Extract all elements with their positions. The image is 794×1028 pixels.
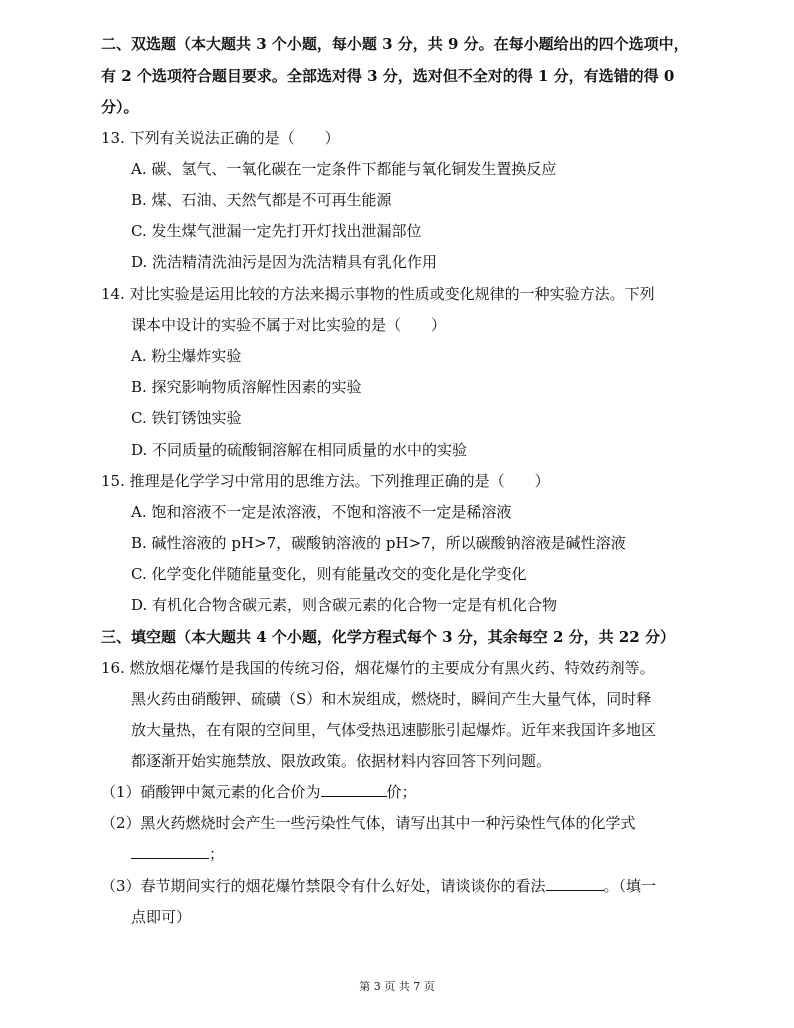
q16-sub3-line-2: 点即可） <box>131 908 192 926</box>
q13-option-b: B. 煤、石油、天然气都是不可再生能源 <box>131 191 392 209</box>
q16-sub3 <box>101 876 656 896</box>
q16-sub1-text: （1）硝酸钾中氮元素的化合价为 <box>101 783 321 801</box>
q16-sub1-suffix: 价； <box>386 783 417 801</box>
section2-header-line-1: 二、双选题（本大题共 3 个小题，每小题 3 分，共 9 分。在每小题给出的四个选项中， <box>101 35 689 53</box>
q15-option-a: A. 饱和溶液不一定是浓溶液，不饱和溶液不一定是稀溶液 <box>131 503 512 521</box>
q14-option-d: D. 不同质量的硫酸铜溶解在相同质量的水中的实验 <box>131 441 468 459</box>
q14-option-c: C. 铁钉锈蚀实验 <box>131 409 242 427</box>
q13-option-d: D. 洗洁精清洗油污是因为洗洁精具有乳化作用 <box>131 253 438 271</box>
q13-stem: 13. 下列有关说法正确的是（ ） <box>101 129 340 147</box>
q14-option-b: B. 探究影响物质溶解性因素的实验 <box>131 378 362 396</box>
q15-stem: 15. 推理是化学学习中常用的思维方法。下列推理正确的是（ ） <box>101 472 550 490</box>
q16-sub3-text: （3）春节期间实行的烟花爆竹禁限令有什么好处，请谈谈你的看法 <box>101 877 546 895</box>
q13-option-a: A. 碳、氢气、一氧化碳在一定条件下都能与氧化铜发生置换反应 <box>131 160 557 178</box>
q14-option-a: A. 粉尘爆炸实验 <box>131 347 242 365</box>
q15-option-b: B. 碱性溶液的 pH>7，碳酸钠溶液的 pH>7，所以碳酸钠溶液是碱性溶液 <box>131 534 626 552</box>
q16-sub1-answer-blank[interactable] <box>321 782 387 797</box>
q16-sub3-suffix: 。（填一 <box>603 877 657 895</box>
q16-sub1 <box>101 782 417 802</box>
q15-option-c: C. 化学变化伴随能量变化，则有能量改交的变化是化学变化 <box>131 565 527 583</box>
page-number-footer: 第 3 页 共 7 页 <box>359 980 435 993</box>
q16-sub2-suffix: ； <box>209 845 225 863</box>
q16-stem-line-4: 都逐渐开始实施禁放、限放政策。依据材料内容回答下列问题。 <box>131 752 552 770</box>
q14-stem-line-1: 14. 对比实验是运用比较的方法来揭示事物的性质或变化规律的一种实验方法。下列 <box>101 285 655 303</box>
q16-sub3-answer-blank[interactable] <box>546 876 604 891</box>
section3-header: 三、填空题（本大题共 4 个小题，化学方程式每个 3 分，其余每空 2 分，共 22 分） <box>101 628 675 646</box>
q15-option-d: D. 有机化合物含碳元素，则含碳元素的化合物一定是有机化合物 <box>131 596 558 614</box>
q14-stem-line-2: 课本中设计的实验不属于对比实验的是（ ） <box>131 316 447 334</box>
q16-stem-line-2: 黑火药由硝酸钾、硫磺（S）和木炭组成，燃烧时，瞬间产生大量气体，同时释 <box>131 690 652 708</box>
q16-sub2-answer-blank[interactable] <box>131 844 209 859</box>
q16-sub2-question: （2）黑火药燃烧时会产生一些污染性气体，请写出其中一种污染性气体的化学式 <box>101 814 636 832</box>
q16-stem-line-1: 16. 燃放烟花爆竹是我国的传统习俗，烟花爆竹的主要成分有黑火药、特效药剂等。 <box>101 659 655 677</box>
section2-header-line-3: 分）。 <box>101 98 139 116</box>
q13-option-c: C. 发生煤气泄漏一定先打开灯找出泄漏部位 <box>131 222 422 240</box>
q16-sub2-answer <box>131 844 224 864</box>
section2-header-line-2: 有 2 个选项符合题目要求。全部选对得 3 分，选对但不全对的得 1 分，有选错的得 0 <box>101 67 675 85</box>
q16-stem-line-3: 放大量热，在有限的空间里，气体受热迅速膨胀引起爆炸。近年来我国许多地区 <box>131 721 657 739</box>
